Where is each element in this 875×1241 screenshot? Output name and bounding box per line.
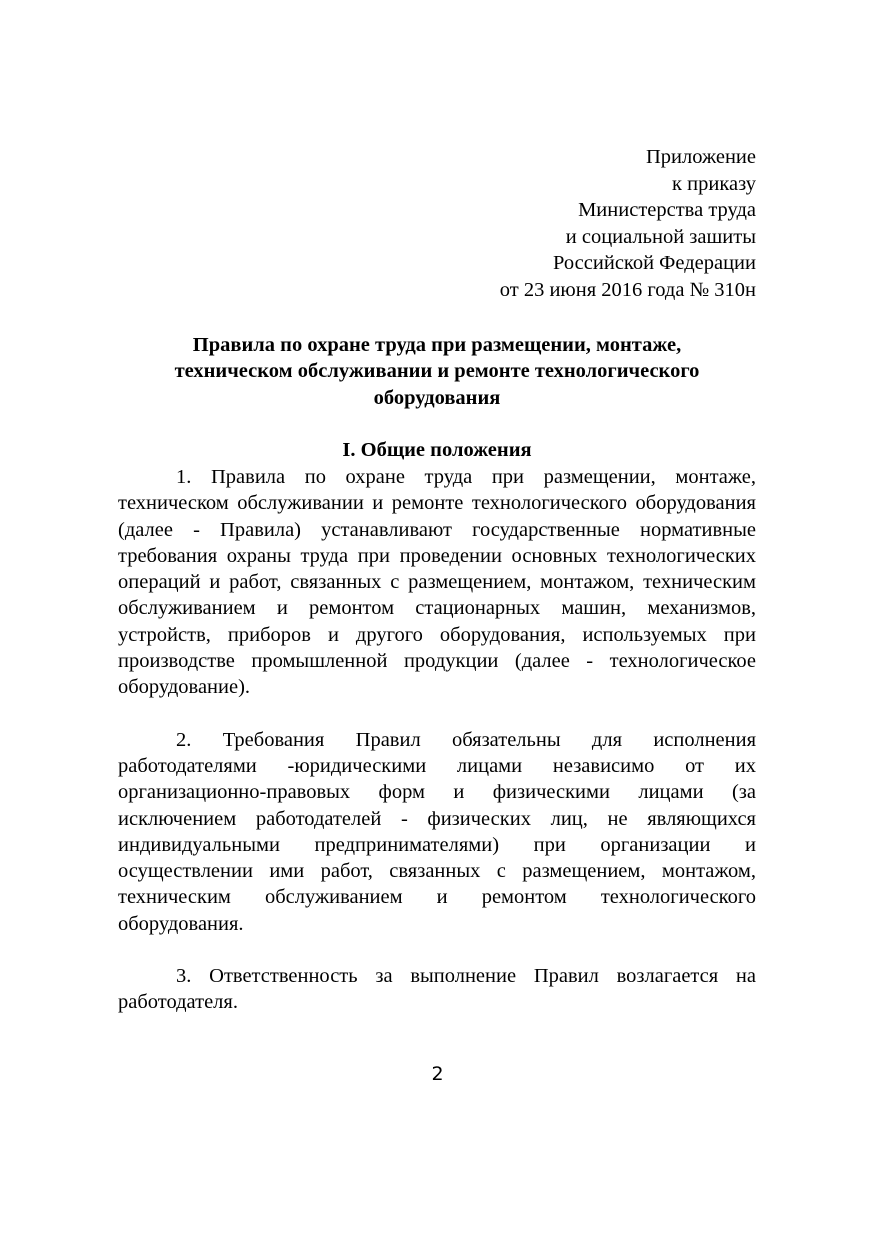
paragraph-3 <box>118 963 756 1016</box>
paragraph-text: Ответственность за выполнение Правил возлагается на работодателя. <box>118 964 756 1014</box>
appendix-line: от 23 июня 2016 года № 310н <box>499 278 756 301</box>
appendix-line: и социальной зашиты <box>565 225 756 248</box>
title-line: Правила по охране труда при размещении, монтаже, <box>192 333 682 356</box>
document-page <box>118 144 756 1016</box>
paragraph-1 <box>118 464 756 701</box>
section-heading: I. Общие положения <box>342 439 532 462</box>
paragraph-number: 2. <box>176 728 192 751</box>
appendix-line: Министерства труда <box>578 199 756 222</box>
paragraph-text: Требования Правил обязательны для исполнения работодателями -юридическими лицами независимо от их организационно-правовых форм и физическими лицами (за исключением работодателей - физических лиц, не являющихся индивидуальными предпринимателями) при организации и осуществлении ими работ, связанных с размещением, монтажом, техническим обслуживанием и ремонтом технологического оборудования. <box>118 728 757 935</box>
paragraph-2 <box>118 727 756 937</box>
document-title <box>118 332 756 412</box>
paragraph-number: 3. <box>176 964 192 987</box>
page-number: 2 <box>431 1063 444 1085</box>
title-line: оборудования <box>373 386 501 409</box>
appendix-block <box>118 144 756 304</box>
appendix-line: к приказу <box>672 172 756 195</box>
paragraph-text: Правила по охране труда при размещении, монтаже, техническом обслуживании и ремонте технологического оборудования (далее - Правила) устанавливают государственные нормативные требования охраны труда при проведении основных технологических операций и работ, связанных с размещением, монтажом, техническим обслуживанием и ремонтом стационарных машин, механизмов, устройств, приборов и другого оборудования, используемых при производстве промышленной продукции (далее - технологическое оборудование). <box>118 465 756 699</box>
paragraph-number: 1. <box>176 465 192 488</box>
appendix-line: Российской Федерации <box>553 252 756 275</box>
title-line: техническом обслуживании и ремонте технологического <box>174 360 700 383</box>
appendix-line: Приложение <box>645 146 756 168</box>
